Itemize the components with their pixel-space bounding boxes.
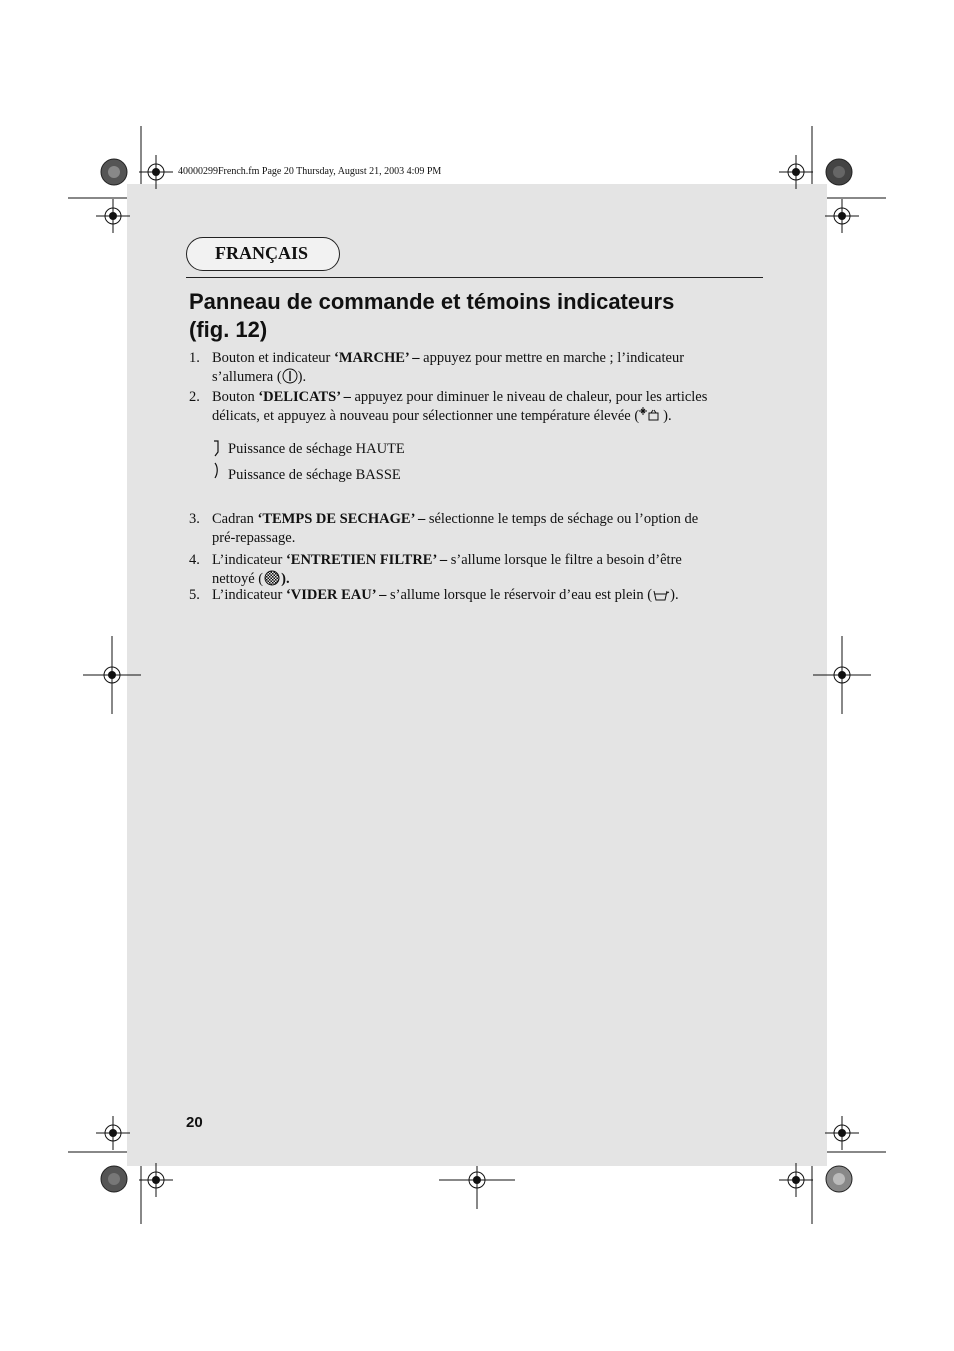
water-tank-icon (652, 588, 670, 602)
item-text: nettoyé ( (212, 571, 264, 587)
item-text: pré-repassage. (212, 530, 296, 546)
item-lead: Bouton (212, 389, 259, 405)
item-text: s’allumera ( (212, 369, 282, 385)
low-level-icon (212, 462, 222, 480)
item-number: 2. (189, 389, 200, 405)
item-name: ‘VIDER EAU’ – (285, 587, 387, 603)
item-name: ‘TEMPS DE SECHAGE’ – (257, 511, 426, 527)
item-lead: Bouton et indicateur (212, 350, 335, 366)
item-lead: L’indicateur (212, 587, 286, 603)
item-text: sélectionne le temps de séchage ou l’option de (425, 511, 699, 527)
item-text: appuyez pour diminuer le niveau de chaleur, pour les articles (350, 389, 708, 405)
item-text: s’allume lorsque le réservoir d’eau est plein ( (386, 587, 653, 603)
item-lead: L’indicateur (212, 552, 286, 568)
item-text-end: ). (670, 587, 679, 603)
item-text-end: ). (297, 369, 307, 385)
item-name: ‘MARCHE’ – (334, 350, 420, 366)
item-text-end: ). (281, 571, 290, 587)
item-number: 4. (189, 552, 200, 568)
file-info-header: 40000299French.fm Page 20 Thursday, August 21, 2003 4:09 PM (178, 166, 442, 177)
language-tab (186, 237, 340, 271)
item-text: s’allume lorsque le filtre a besoin d’être (447, 552, 682, 568)
high-level-icon (212, 440, 222, 458)
title-line-2: (fig. 12) (189, 317, 268, 342)
drying-level-label: Puissance de séchage BASSE (228, 467, 401, 483)
section-title (189, 288, 789, 344)
item-lead: Cadran (212, 511, 258, 527)
item-number: 1. (189, 350, 200, 366)
header-rule (186, 277, 763, 278)
high-heat-icon (639, 407, 663, 423)
item-text: appuyez pour mettre en marche ; l’indicateur (419, 350, 685, 366)
item-text: délicats, et appuyez à nouveau pour sélectionner une température élevée ( (212, 408, 640, 424)
item-name: ‘ENTRETIEN FILTRE’ – (285, 552, 448, 568)
filter-icon (263, 570, 281, 586)
title-line-1: Panneau de commande et témoins indicateurs (189, 289, 675, 314)
item-number: 3. (189, 511, 200, 527)
item-name: ‘DELICATS’ – (258, 389, 351, 405)
drying-level-label: Puissance de séchage HAUTE (228, 441, 405, 457)
language-label: FRANÇAIS (215, 243, 309, 263)
item-number: 5. (189, 587, 200, 603)
item-text-end: ). (663, 408, 672, 424)
page-number: 20 (186, 1114, 203, 1131)
power-icon (282, 368, 298, 384)
